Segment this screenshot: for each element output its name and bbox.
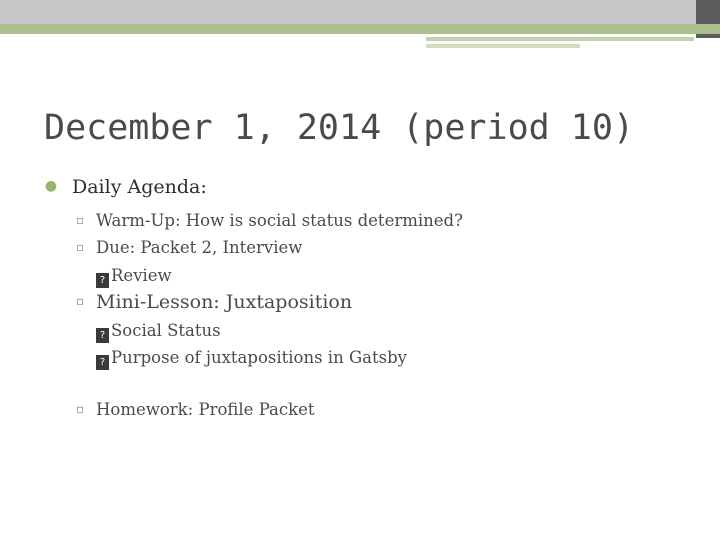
hollow-square-icon: ▫ — [76, 294, 85, 308]
missing-glyph-icon: ? — [96, 273, 109, 288]
sub-item-purpose — [96, 348, 407, 370]
sub-item-social-status — [96, 321, 221, 343]
slide-title: December 1, 2014 (period 10) — [44, 108, 635, 148]
top-green-band — [0, 24, 720, 34]
list-item-text: Due: Packet 2, Interview — [96, 238, 303, 257]
agenda-label: Daily Agenda: — [72, 176, 207, 198]
list-item-text: Mini-Lesson: Juxtaposition — [96, 291, 353, 313]
hollow-square-icon: ▫ — [76, 239, 85, 254]
hollow-square-icon: ▫ — [76, 401, 85, 416]
sub-item-text: Social Status — [111, 321, 221, 340]
list-item-due — [76, 238, 302, 257]
list-item-warm-up — [76, 211, 463, 230]
green-dot-icon: ● — [44, 178, 58, 194]
list-item-text: Warm-Up: How is social status determined? — [96, 211, 463, 230]
missing-glyph-icon: ? — [96, 355, 109, 370]
agenda-bullet — [30, 176, 207, 198]
list-item-mini-lesson — [76, 291, 352, 313]
accent-line-2 — [426, 44, 580, 48]
top-gray-band — [0, 0, 720, 24]
accent-line-1 — [426, 37, 694, 41]
list-item-text: Homework: Profile Packet — [96, 400, 315, 419]
sub-item-text: Purpose of juxtapositions in Gatsby — [111, 348, 407, 367]
hollow-square-icon: ▫ — [76, 212, 85, 227]
sub-item-review — [96, 266, 172, 288]
sub-item-text: Review — [111, 266, 172, 285]
missing-glyph-icon: ? — [96, 328, 109, 343]
list-item-homework — [76, 400, 315, 419]
